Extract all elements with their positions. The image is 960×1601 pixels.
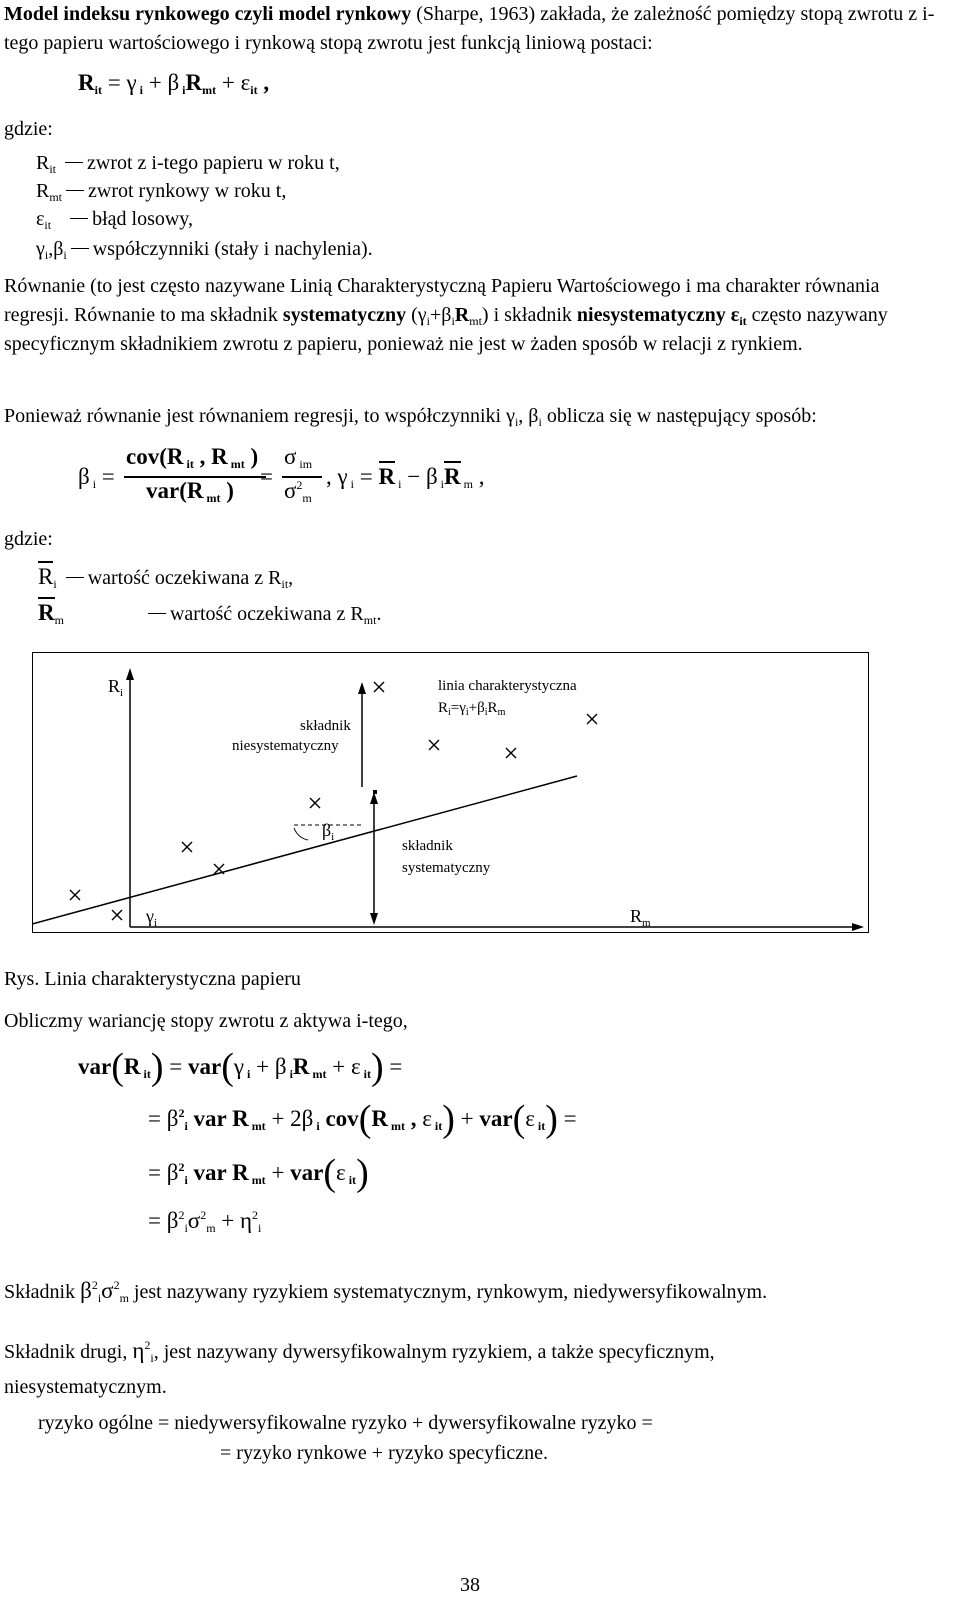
data-point [374,682,384,692]
systematic-arrow-head-down [370,913,378,925]
paragraph-coefficients: Ponieważ równanie jest równaniem regresji, to współczynniki $\gamma_i$, $\beta_i$ oblicza się w następujący sposób: [4,405,817,429]
specific-risk-text-cont: niesystematycznym. [4,1376,167,1398]
intro-text: (Sharpe, 1963) zakłada, że zależność pomiędzy stopą zwrotu z i-tego papieru wartościowego i rynkową stopą zwrotu jest funkcją liniową postaci: [4,3,935,54]
unsystematic-label-2: niesystematyczny [232,738,339,754]
x-axis-arrow [852,923,864,931]
expected-rm: $R_m$ wartość oczekiwana z $R_{mt}$. [38,600,381,626]
systematic-risk-text: Składnik $\beta^2_i\sigma^2_m$ jest nazywany ryzykiem systematycznym, rynkowym, niedywersyfikowalnym. [4,1278,768,1305]
definition-coefficients: $\gamma_i,\beta_i$ współczynniki (stały i nachylenia). [36,238,373,262]
gamma-label: $\gamma_i$ [146,906,158,929]
page-number: 38 [460,1574,480,1596]
unsystematic-label-1: składnik [300,718,351,734]
summary-line-1: ryzyko ogólne = niedywersyfikowalne ryzyko + dywersyfikowalne ryzyko = [38,1412,653,1434]
gdzie-label-1: gdzie: [4,118,53,140]
point-marker [373,790,377,794]
figure-caption: Rys. Linia charakterystyczna papieru [4,968,301,990]
line-title: linia charakterystyczna [438,678,577,694]
model-equation: $R_{it} = \gamma$ $_i$ + β $_iR_{mt} + \varepsilon_{it}$ , [78,70,270,97]
beta-angle-arc [294,828,308,840]
unsystematic-arrow-head [358,682,366,694]
data-point [587,714,597,724]
characteristic-line-figure [32,652,902,952]
label-ri: $R_i$ [108,676,124,699]
characteristic-line [32,776,577,924]
definition-rit: $R_{it}$ zwrot z i-tego papieru w roku t, [36,152,340,176]
expected-ri: $R_i$ wartość oczekiwana z $R_{it}$, [38,564,293,590]
data-point [182,842,192,852]
data-point [506,748,516,758]
paragraph-regression: Równanie (to jest często nazywane Linią Charakterystyczną Papieru Wartościowego i ma charakter równania regresji. Równanie to ma składnik systematyczny $(\gamma_i+\beta_iR_{mt})$ i składnik niesystematyczny $\varepsilon_{it}$ często nazywany specyficznym składnikiem zwrotu z papieru, ponieważ nie jest w żaden sposób w relacji z rynkiem. [4,275,888,355]
data-point [429,740,439,750]
label-rm: $R_m$ [630,906,651,929]
definition-rmt: $R_{mt}$ zwrot rynkowy w roku t, [36,180,287,204]
y-axis-arrow [126,668,134,680]
summary-line-2: = ryzyko rynkowe + ryzyko specyficzne. [220,1442,548,1464]
intro-title: Model indeksu rynkowego czyli model rynkowy [4,3,412,25]
variance-intro: Obliczmy wariancję stopy zwrotu z aktywa i-tego, [4,1010,408,1032]
intro-paragraph [4,0,944,58]
systematic-label-2: systematyczny [402,860,491,876]
data-point [112,910,122,920]
data-point [310,798,320,808]
definition-epsilon: $\varepsilon_{it}$ błąd losowy, [36,208,193,232]
systematic-label-1: składnik [402,838,453,854]
line-equation: $R_i=\gamma_i+\beta_iR_m$ [438,700,506,718]
specific-risk-text: Składnik drugi, $\eta^2_i$, jest nazywany dywersyfikowalnym ryzykiem, a także specyficznym, [4,1338,715,1365]
gdzie-label-2: gdzie: [4,528,53,550]
data-point [70,890,80,900]
beta-label: $\beta_i$ [322,820,335,843]
